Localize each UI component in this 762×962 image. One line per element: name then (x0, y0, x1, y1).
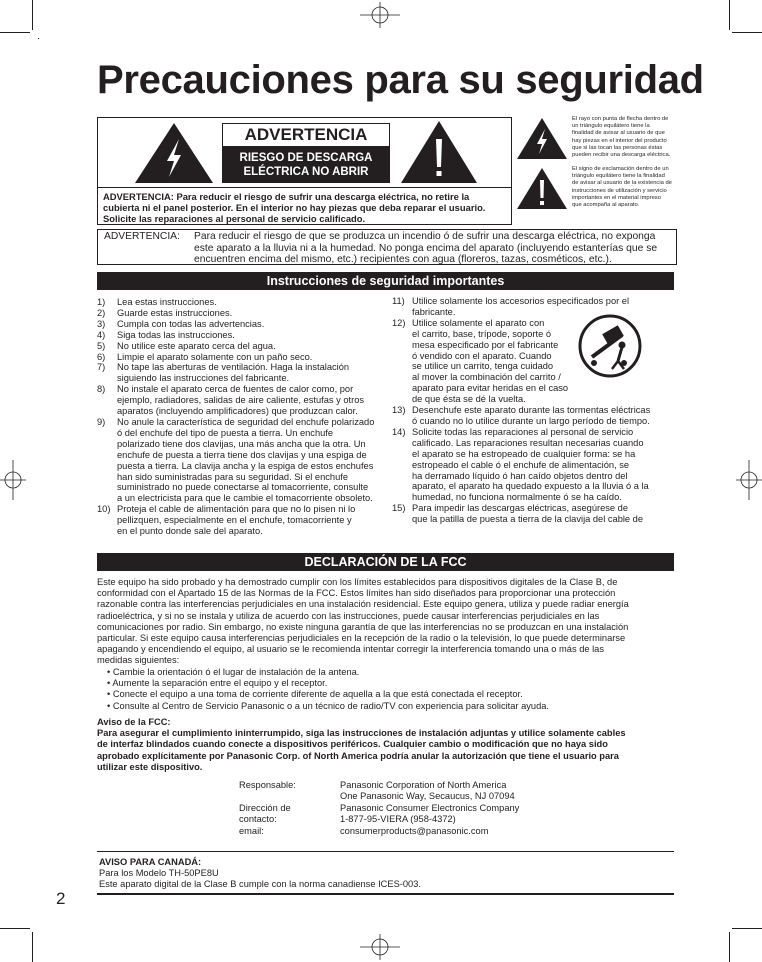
fcc-bullet: • Conecte el equipo a una toma de corriente diferente de aquella a la que está conectada el receptor. (107, 689, 523, 700)
list-item-line: el carrito, base, trípode, soporte ó (412, 328, 552, 339)
list-item-number: 3) (97, 318, 106, 329)
list-item (97, 352, 387, 363)
list-item-line: ó vendido con el aparato. Cuando (412, 350, 552, 361)
page-number: 2 (56, 889, 66, 908)
fcc-bullet: • Aumente la separación entre el equipo y el receptor. (107, 678, 328, 689)
list-item-line: polarizado tiene dos clavijas, una más ancha que la otra. Un (117, 438, 366, 449)
list-item-line: han sido suministradas para su seguridad. Si el enchufe (117, 471, 349, 482)
list-item-number: 15) (392, 503, 406, 514)
warning-label: ADVERTENCIA (222, 123, 390, 147)
contact-responsible-value (340, 780, 515, 803)
contact-label-address (239, 803, 291, 826)
canada-title: AVISO PARA CANADÁ: (99, 857, 202, 867)
fire-warning-label: ADVERTENCIA: (104, 231, 180, 242)
contact-line: Panasonic Corporation of North America (340, 780, 507, 790)
warning-line: cubierta ni el panel posterior. En el interior no hay piezas que deba reparar el usuario. (103, 202, 486, 214)
list-item-line: aparato para evitar heridas en el caso (412, 383, 569, 394)
list-item-number: 6) (97, 351, 106, 362)
risk-line: RIESGO DE DESCARGA (239, 152, 373, 164)
list-item-line: Utilice solamente los accesorios especificados por el (412, 296, 630, 306)
list-item (392, 405, 677, 427)
fcc-body-line: medidas siguientes: (97, 655, 180, 666)
exclamation-warning-icon (399, 119, 479, 185)
list-item-line: No anule la característica de seguridad del enchufe polarizado (117, 416, 375, 427)
contact-label-responsible: Responsable: (239, 780, 296, 790)
warning-line: ADVERTENCIA: Para reducir el riesgo de sufrir una descarga eléctrica, no retire la (103, 191, 470, 202)
fcc-notice-line: Para asegurar el cumplimiento ininterrumpido, siga las instrucciones de instalación adjuntas y utilice solamente cables (97, 728, 626, 739)
list-item-line: Guarde estas instrucciones. (117, 307, 233, 318)
registration-mark-icon (360, 2, 400, 28)
list-item-number: 13) (392, 405, 406, 416)
list-item (97, 308, 387, 319)
contact-label-email: email: (239, 826, 264, 836)
list-item (97, 504, 387, 537)
fcc-notice (97, 717, 674, 773)
fcc-body-line: conformidad con el Apartado 15 de las Normas de la FCC. Estos límites han sido diseñados para proporcionar una protección (97, 588, 616, 599)
canada-line: Este aparato digital de la Clase B cumple con la norma canadiense ICES-003. (99, 879, 421, 890)
list-item-line: en el punto donde sale del aparato. (117, 526, 263, 537)
canada-notice (99, 857, 421, 891)
crop-mark (732, 928, 762, 929)
list-item (392, 427, 677, 503)
fcc-body-line: radioeléctrica, y si no se instala y utiliza de acuerdo con las instrucciones, puede causar interferencias perjudiciales en las (97, 610, 600, 621)
list-item-number: 14) (392, 426, 406, 437)
page-title: Precauciones para su seguridad (97, 58, 704, 102)
list-item-number: 9) (97, 416, 106, 427)
fcc-heading: DECLARACIÓN DE LA FCC (97, 553, 674, 571)
fcc-notice-title: Aviso de la FCC: (97, 717, 171, 727)
list-item-number: 12) (392, 317, 406, 328)
crop-mark (732, 32, 762, 33)
lightning-warning-icon (133, 121, 215, 185)
crop-mark (32, 0, 33, 30)
crop-mark (32, 932, 33, 962)
list-item-line: Utilice solamente el aparato con (412, 317, 545, 328)
list-item-line: Cumpla con todas las advertencias. (117, 318, 265, 329)
list-item-line: enchufe de puesta a tierra tiene dos clavijas y una espiga de (117, 449, 367, 460)
list-item-line: puesta a tierra. La clavija ancha y la espiga de estos enchufes (117, 460, 374, 471)
list-item-number: 5) (97, 340, 106, 351)
fire-warning-line: Para reducir el riesgo de que se produzca un incendio ó de sufrir una descarga eléctrica, no exponga (194, 231, 656, 242)
list-item-line: que la patilla de puesta a tierra de la clavija del cable de (412, 514, 644, 525)
contact-label-line: contacto: (239, 814, 277, 825)
divider (97, 893, 674, 895)
crop-mark (38, 38, 39, 39)
fcc-body-line: razonable contra las interferencias perjudiciales en una instalación residencial. Este equipo genera, utiliza y puede radiar energía (97, 599, 629, 610)
list-item-line: aparatos (incluyendo amplificadores) que produzcan calor. (117, 406, 358, 417)
fcc-bullets (107, 667, 549, 712)
list-item-line: No tape las aberturas de ventilación. Haga la instalación (117, 362, 350, 373)
exclamation-note: El signo de exclamación dentro de un triángulo equilátero tiene la finalidad de avisar al usuario de la existencia de instrucciones de utilización y servicio importantes en el material impreso que acompaña al aparato. (572, 166, 672, 209)
fire-warning-line: este aparato a la lluvia ni a la humedad. No ponga encima del aparato (incluyendo estanterías que se (194, 242, 658, 254)
list-item (97, 330, 387, 341)
fcc-body (97, 577, 674, 667)
list-item (392, 503, 677, 525)
list-item-number: 10) (97, 504, 111, 515)
list-item-line: humedad, no funciona normalmente ó se ha caído. (412, 492, 622, 503)
fcc-notice-line: aprobado explícitamente por Panasonic Corp. of North America podría anular la autorización que tiene el usuario para (97, 750, 619, 761)
canada-line: Para los Modelo TH-50PE8U (99, 868, 219, 879)
crop-mark (729, 932, 730, 962)
list-item-line: de que ésta se dé la vuelta. (412, 394, 526, 405)
list-item-number: 4) (97, 329, 106, 340)
list-item-line: fabricante. (412, 306, 456, 317)
list-item-line: aparato, el aparato ha quedado expuesto a la lluvia ó a la (412, 481, 649, 492)
fcc-notice-line: de interfaz blindados cuando conecte a dispositivos periféricos. Cualquier cambio o modificación que no haya sido (97, 739, 608, 750)
warning-line: Solicite las reparaciones al personal de servicio calificado. (103, 213, 366, 225)
divider (97, 851, 674, 852)
list-item-line: Proteja el cable de alimentación para que no lo pisen ni lo (117, 504, 356, 515)
list-item-line: pellizquen, especialmente en el enchufe, tomacorriente y (117, 515, 352, 526)
list-item-line: Desenchufe este aparato durante las tormentas eléctricas (412, 405, 651, 416)
list-item-line: calificado. Las reparaciones resultan necesarias cuando (412, 437, 644, 448)
list-item-line: estropeado el cable ó el enchufe de alimentación, se (412, 459, 630, 470)
list-item-line: ejemplo, radiadores, salidas de aire caliente, estufas y otros (117, 395, 365, 406)
list-item-line: siguiendo las instrucciones del fabricante. (117, 373, 290, 384)
list-item-line: al mover la combinación del carrito / (412, 372, 561, 383)
registration-mark-icon (360, 934, 400, 960)
lightning-warning-icon (516, 117, 568, 160)
list-item-line: No utilice este aparato cerca del agua. (117, 340, 276, 351)
list-item-line: se utilice un carrito, tenga cuidado (412, 361, 554, 372)
divider (97, 187, 512, 188)
risk-label (222, 147, 390, 183)
fire-warning-line: encuentren encima del mismo, etc.) recipientes con agua (floreros, tazas, cosméticos, etc.). (194, 254, 612, 265)
list-item-line: ó cuando no lo utilice durante un largo período de tiempo. (412, 415, 650, 426)
contact-address-value (340, 803, 519, 826)
crop-mark (0, 928, 30, 929)
fcc-body-line: particular. Si este equipo causa interferencias perjudiciales en la recepción de la radio o la televisión, lo que puede determinarse (97, 633, 626, 644)
list-item-line: Limpie el aparato solamente con un paño seco. (117, 351, 313, 362)
warning-text (103, 191, 513, 225)
contact-label-line: Dirección de (239, 803, 291, 813)
contact-email-value: consumerproducts@panasonic.com (340, 826, 489, 836)
safety-heading: Instrucciones de seguridad importantes (97, 272, 674, 290)
list-item-number: 7) (97, 362, 106, 373)
list-item-line: No instale el aparato cerca de fuentes de calor como, por (117, 384, 354, 395)
list-item-number: 11) (392, 296, 405, 306)
registration-mark-icon (0, 460, 26, 500)
list-item-line: a un electricista para que le cambie el tomacorriente obsoleto. (117, 493, 373, 504)
risk-line: ELÉCTRICA NO ABRIR (243, 166, 369, 178)
list-item-line: Lea estas instrucciones. (117, 297, 217, 307)
cart-tipover-icon (578, 313, 642, 379)
fire-warning-box (97, 229, 677, 265)
list-item-line: ó del enchufe del tipo de puesta a tierra. Un enchufe (117, 427, 334, 438)
list-item (97, 362, 387, 384)
registration-mark-icon (736, 460, 762, 500)
fcc-bullet: • Cambie la orientación ó el lugar de instalación de la antena. (107, 667, 360, 677)
list-item-number: 2) (97, 307, 106, 318)
fcc-notice-line: utilizar este dispositivo. (97, 761, 203, 772)
list-item-line: el aparato se ha estropeado de cualquier forma: se ha (412, 448, 636, 459)
list-item-line: suministrado no puede conectarse al tomacorriente, consulte (117, 482, 369, 493)
list-item-line: Solicite todas las reparaciones al personal de servicio (412, 426, 634, 437)
fcc-body-line: apagando y encendiendo el equipo, al usuario se le recomienda intentar corregir la interferencia tomando una o más de las (97, 644, 605, 655)
fire-warning-text (194, 231, 674, 266)
fcc-body-line: Este equipo ha sido probado y ha demostrado cumplir con los límites establecidos para dispositivos digitales de la Clase B, de (97, 577, 618, 587)
list-item (97, 297, 387, 308)
list-item (97, 384, 387, 417)
exclamation-warning-icon (516, 167, 568, 210)
safety-list-left (97, 297, 387, 537)
list-item (97, 319, 387, 330)
list-item (97, 417, 387, 504)
list-item (97, 341, 387, 352)
fcc-bullet: • Consulte al Centro de Servicio Panasonic o a un técnico de radio/TV con experiencia para solicitar ayuda. (107, 700, 550, 711)
contact-line: Panasonic Consumer Electronics Company (340, 803, 520, 813)
lightning-note: El rayo con punta de flecha dentro de un triángulo equilátero tiene la finalidad de avisar al usuario de que hay piezas en el interior del producto que si las tocan las personas éstas pueden recibir una descarga eléctrica. (572, 116, 671, 159)
list-item-number: 1) (97, 297, 106, 307)
contact-line: 1-877-95-VIERA (958-4372) (340, 814, 456, 825)
list-item-line: mesa especificado por el fabricante (412, 339, 559, 350)
list-item-number: 8) (97, 384, 106, 395)
list-item-line: ha derramado líquido ó han caído objetos dentro del (412, 470, 628, 481)
contact-line: One Panasonic Way, Secaucus, NJ 07094 (340, 791, 515, 802)
crop-mark (729, 0, 730, 30)
list-item-line: Siga todas las instrucciones. (117, 329, 235, 340)
crop-mark (0, 32, 30, 33)
fcc-body-line: comunicaciones por radio. Sin embargo, no existe ninguna garantía de que las interferencias no se produzcan en una instalación (97, 621, 629, 632)
list-item-line: Para impedir las descargas eléctricas, asegúrese de (412, 503, 629, 514)
